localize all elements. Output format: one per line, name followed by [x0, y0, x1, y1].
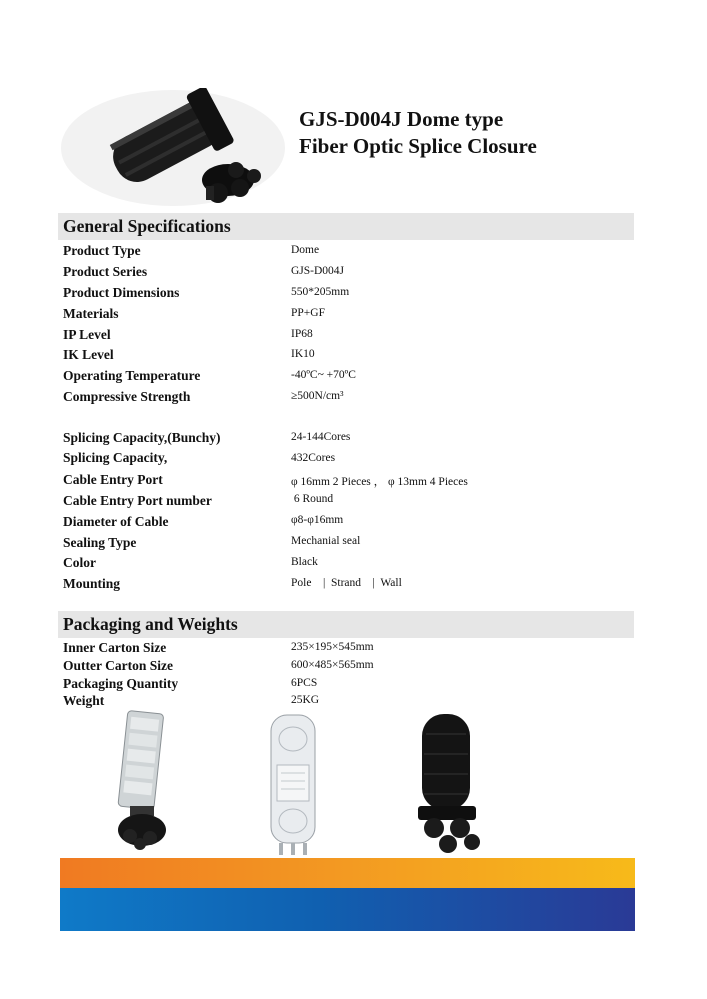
spec-label: Operating Temperature	[63, 368, 201, 383]
spec-label: Mounting	[63, 576, 121, 591]
spec-value: -40ºC~ +70ºC	[291, 369, 356, 381]
product-hero-image	[58, 88, 288, 208]
spec-label: Cable Entry Port number	[63, 493, 212, 508]
packaging-label: Outter Carton Size	[63, 658, 173, 673]
spec-label: Color	[63, 555, 96, 570]
packaging-value: 6PCS	[291, 677, 318, 689]
spec-value: 24-144Cores	[291, 431, 351, 443]
packaging-label: Weight	[63, 693, 105, 708]
spec-label: Diameter of Cable	[63, 514, 169, 529]
spec-value: ≥500N/cm³	[291, 390, 344, 402]
spec-value: 550*205mm	[291, 286, 350, 298]
spec-value: φ8-φ16mm	[291, 514, 344, 526]
packaging-weights-heading: Packaging and Weights	[63, 614, 238, 634]
spec-label: Product Type	[63, 243, 141, 258]
spec-value: IP68	[291, 328, 313, 340]
spec-value: φ 16mm 2 Pieces ， φ 13mm 4 Pieces	[291, 476, 468, 488]
packaging-value: 600×485×565mm	[291, 659, 374, 671]
packaging-value: 235×195×545mm	[291, 641, 374, 653]
title-line-2: Fiber Optic Splice Closure	[299, 134, 537, 158]
packaging-weights-header	[58, 611, 634, 638]
spec-value: 6 Round	[291, 493, 334, 505]
spec-label: Product Dimensions	[63, 285, 180, 300]
spec-value: Pole | Strand | Wall	[291, 577, 402, 589]
spec-label: Splicing Capacity,(Bunchy)	[63, 430, 221, 445]
spec-label: Compressive Strength	[63, 389, 191, 404]
product-photo-open-trays	[110, 708, 170, 853]
document-title	[299, 106, 537, 160]
packaging-value: 25KG	[291, 694, 320, 706]
spec-value: Black	[291, 556, 318, 568]
packaging-label: Inner Carton Size	[63, 640, 167, 655]
packaging-label: Packaging Quantity	[63, 676, 179, 691]
spec-value: 432Cores	[291, 452, 336, 464]
product-photo-closed-dome	[408, 710, 490, 855]
spec-label: Materials	[63, 306, 119, 321]
spec-label: IK Level	[63, 347, 114, 362]
spec-label: Cable Entry Port	[63, 472, 163, 487]
spec-value: PP+GF	[291, 307, 325, 319]
spec-label: IP Level	[63, 327, 111, 342]
general-specifications-header	[58, 213, 634, 240]
spec-value: Dome	[291, 244, 320, 256]
general-specifications-heading: General Specifications	[63, 216, 231, 236]
spec-label: Product Series	[63, 264, 148, 279]
title-line-1: GJS-D004J Dome type	[299, 107, 504, 131]
spec-label: Sealing Type	[63, 535, 137, 550]
footer-orange-band	[60, 858, 635, 888]
footer-blue-band	[60, 888, 635, 931]
spec-value: Mechanial seal	[291, 535, 361, 547]
spec-value: IK10	[291, 348, 315, 360]
product-photo-splice-tray	[267, 713, 319, 858]
spec-value: GJS-D004J	[291, 265, 345, 277]
spec-label: Splicing Capacity,	[63, 450, 168, 465]
